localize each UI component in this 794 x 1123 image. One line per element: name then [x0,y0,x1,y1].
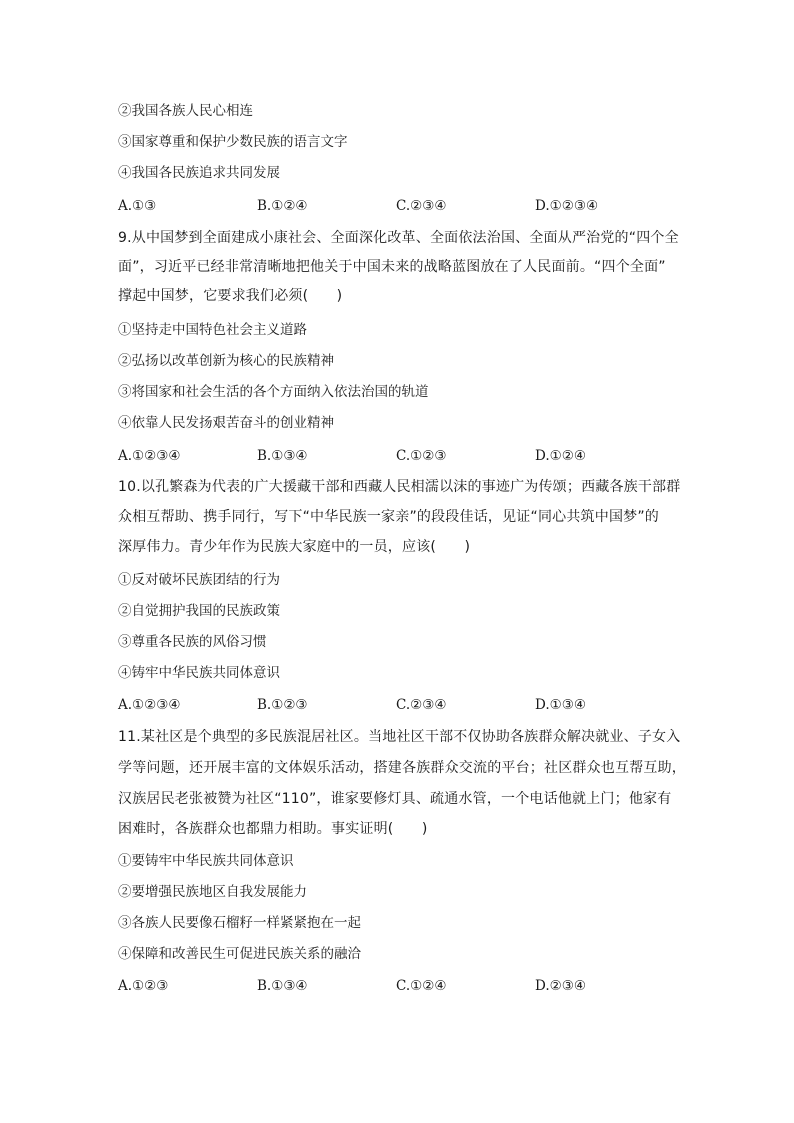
q9-option-a: A.①②③④ [118,448,181,464]
q11-statement-4: ④保障和改善民生可促进民族关系的融洽 [118,946,361,962]
q11-statement-1: ①要铸牢中华民族共同体意识 [118,853,294,869]
q8-option-b: B.①②④ [257,198,308,214]
q9-stem-line: 9.从中国梦到全面建成小康社会、全面深化改革、全面依法治国、全面从严治党的“四个全 [118,230,679,246]
q11-option-b: B.①③④ [257,978,308,994]
q9-option-b: B.①③④ [257,448,308,464]
q10-options [118,695,678,715]
q9-option-c: C.①②③ [396,448,447,464]
q9-option-d: D.①②④ [535,448,586,464]
q8-option-c: C.②③④ [396,198,447,214]
q11-option-c: C.①②④ [396,978,447,994]
q11-stem-line: 困难时，各族群众也都鼎力相助。事实证明( ) [118,821,428,837]
q9-statement-1: ①坚持走中国特色社会主义道路 [118,322,307,338]
q10-statement-2: ②自觉拥护我国的民族政策 [118,603,280,619]
q10-stem-line: 深厚伟力。青少年作为民族大家庭中的一员，应该( ) [118,539,471,555]
q10-option-b: B.①②③ [257,697,308,713]
q10-stem-line: 众相互帮助、携手同行，写下“中华民族一家亲”的段段佳话，见证“同心共筑中国梦”的 [118,509,660,525]
q10-statement-3: ③尊重各民族的风俗习惯 [118,634,267,650]
q10-option-a: A.①②③④ [118,697,181,713]
q10-option-d: D.①③④ [535,697,586,713]
q11-statement-2: ②要增强民族地区自我发展能力 [118,884,307,900]
q9-options [118,446,678,466]
q9-stem-line: 撑起中国梦，它要求我们必须( ) [118,288,343,304]
q10-statement-1: ①反对破坏民族团结的行为 [118,572,280,588]
q8-statement-3: ③国家尊重和保护少数民族的语言文字 [118,134,348,150]
q11-options [118,976,678,996]
q11-option-d: D.②③④ [535,978,586,994]
q8-option-a: A.①③ [118,198,157,214]
q9-statement-2: ②弘扬以改革创新为核心的民族精神 [118,353,334,369]
q8-option-d: D.①②③④ [535,198,599,214]
q10-option-c: C.②③④ [396,697,447,713]
q9-statement-3: ③将国家和社会生活的各个方面纳入依法治国的轨道 [118,384,429,400]
q11-stem-line: 汉族居民老张被赞为社区“110”，谁家要修灯具、疏通水管，一个电话他就上门；他家有 [118,791,672,807]
q11-option-a: A.①②③ [118,978,169,994]
q8-statement-4: ④我国各民族追求共同发展 [118,165,280,181]
q9-statement-4: ④依靠人民发扬艰苦奋斗的创业精神 [118,415,334,431]
q11-statement-3: ③各族人民要像石榴籽一样紧紧抱在一起 [118,915,361,931]
q11-stem-line: 11.某社区是个典型的多民族混居社区。当地社区干部不仅协助各族群众解决就业、子女入 [118,729,681,745]
q8-statement-2: ②我国各族人民心相连 [118,103,253,119]
q11-stem-line: 学等问题，还开展丰富的文体娱乐活动，搭建各族群众交流的平台；社区群众也互帮互助， [118,760,686,776]
q10-statement-4: ④铸牢中华民族共同体意识 [118,665,280,681]
q8-options [118,196,678,216]
q9-stem-line: 面”，习近平已经非常清晰地把他关于中国未来的战略蓝图放在了人民面前。“四个全面” [118,259,666,275]
q10-stem-line: 10.以孔繁森为代表的广大援藏干部和西藏人民相濡以沫的事迹广为传颂；西藏各族干部群 [118,479,681,495]
